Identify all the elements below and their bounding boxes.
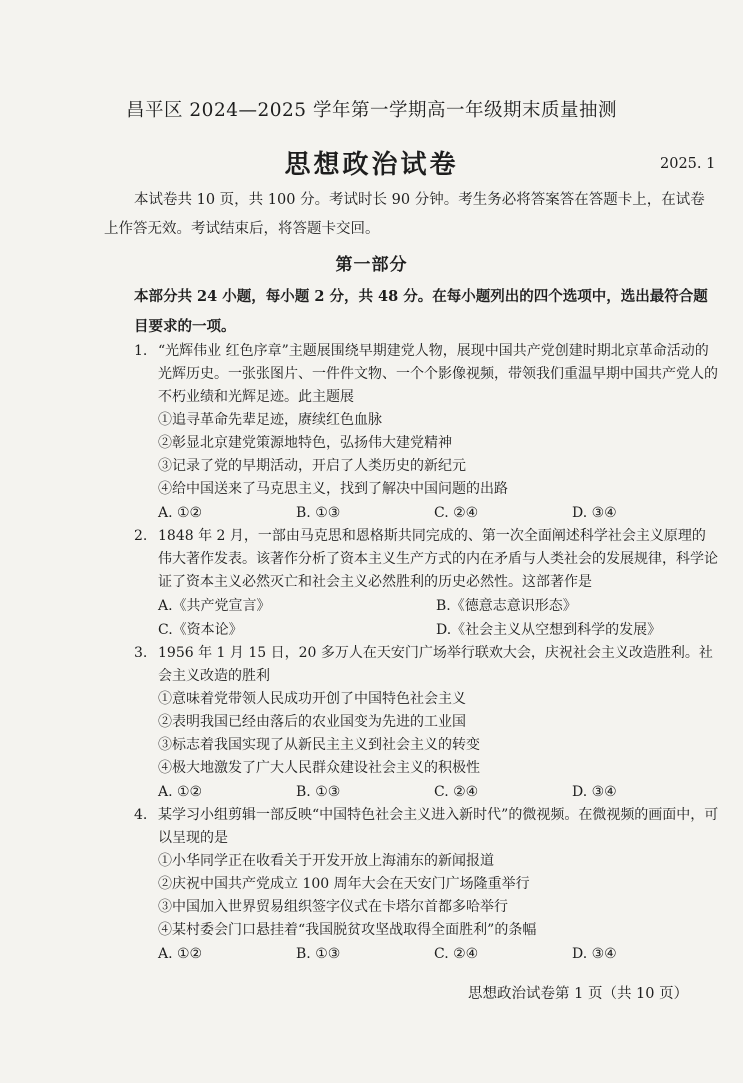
statement: ③记录了党的早期活动，开启了人类历史的新纪元 bbox=[158, 458, 466, 474]
question-text: 1956 年 1 月 15 日，20 多万人在天安门广场举行联欢大会，庆祝社会主义改造胜利。社会主义改造的胜利 bbox=[158, 645, 713, 684]
option-c: C.《资本论》 bbox=[158, 622, 243, 638]
option-c: C. ②④ bbox=[434, 946, 479, 962]
statement: ③中国加入世界贸易组织签字仪式在卡塔尔首都多哈举行 bbox=[158, 899, 508, 915]
question-3 bbox=[134, 642, 719, 804]
statement: ①小华同学正在收看关于开发开放上海浦东的新闻报道 bbox=[158, 853, 494, 869]
question-2 bbox=[134, 525, 719, 642]
question-text: 某学习小组剪辑一部反映“中国特色社会主义进入新时代”的微视频。在微视频的画面中，可以呈现的是 bbox=[158, 807, 719, 846]
question-1 bbox=[134, 340, 719, 525]
statement: ①意味着党带领人民成功开创了中国特色社会主义 bbox=[158, 691, 466, 707]
option-b: B. ①③ bbox=[296, 784, 341, 800]
option-b: B. ①③ bbox=[296, 505, 341, 521]
question-stem bbox=[134, 642, 719, 688]
statement: ③标志着我国实现了从新民主主义到社会主义的转变 bbox=[158, 737, 480, 753]
question-stem bbox=[134, 804, 719, 850]
statement: ②表明我国已经由落后的农业国变为先进的工业国 bbox=[158, 714, 466, 730]
exam-intro bbox=[104, 186, 716, 244]
option-d: D. ③④ bbox=[572, 784, 617, 800]
statement: ②彰显北京建党策源地特色，弘扬伟大建党精神 bbox=[158, 435, 452, 451]
question-number: 4. bbox=[134, 807, 148, 823]
statement: ④给中国送来了马克思主义，找到了解决中国问题的出路 bbox=[158, 481, 508, 497]
section-instructions bbox=[134, 282, 719, 342]
question-4 bbox=[134, 804, 719, 966]
section-title: 第一部分 bbox=[335, 255, 408, 275]
option-d: D. ③④ bbox=[572, 505, 617, 521]
options-row bbox=[134, 501, 719, 525]
question-list bbox=[134, 340, 719, 966]
question-number: 1. bbox=[134, 343, 148, 359]
question-stem bbox=[134, 340, 719, 409]
option-a: A. ①② bbox=[158, 784, 203, 800]
option-a: A. ①② bbox=[158, 946, 203, 962]
option-c: C. ②④ bbox=[434, 505, 479, 521]
page-footer: 思想政治试卷第 1 页（共 10 页） bbox=[468, 986, 689, 1002]
question-text: 1848 年 2 月，一部由马克思和恩格斯共同完成的、第一次全面阐述科学社会主义原理的伟大著作发表。该著作分析了资本主义生产方式的内在矛盾与人类社会的发展规律，科学论证了资本主义必然灭亡和社会主义必然胜利的历史必然性。这部著作是 bbox=[158, 528, 718, 590]
statement: ①追寻革命先辈足迹，赓续红色血脉 bbox=[158, 412, 382, 428]
option-d: D. ③④ bbox=[572, 946, 617, 962]
options-row bbox=[134, 594, 719, 618]
question-text: “光辉伟业 红色序章”主题展围绕早期建党人物，展现中国共产党创建时期北京革命活动的光辉历史。一张张图片、一件件文物、一个个影像视频，带领我们重温早期中国共产党人的不朽业绩和光辉足迹。此主题展 bbox=[158, 343, 718, 405]
options-row bbox=[134, 942, 719, 966]
question-number: 3. bbox=[134, 645, 148, 661]
statement: ②庆祝中国共产党成立 100 周年大会在天安门广场隆重举行 bbox=[158, 876, 530, 892]
statement: ④某村委会门口悬挂着“我国脱贫攻坚战取得全面胜利”的条幅 bbox=[158, 922, 537, 938]
intro-text: 本试卷共 10 页，共 100 分。考试时长 90 分钟。考生务必将答案答在答题卡上，在试卷上作答无效。考试结束后，将答题卡交回。 bbox=[104, 192, 705, 237]
statement: ④极大地激发了广大人民群众建设社会主义的积极性 bbox=[158, 760, 480, 776]
question-stem bbox=[134, 525, 719, 594]
option-b: B.《德意志意识形态》 bbox=[436, 598, 577, 614]
options-row bbox=[134, 618, 719, 642]
section-instructions-text: 本部分共 24 小题，每小题 2 分，共 48 分。在每小题列出的四个选项中，选出最符合题目要求的一项。 bbox=[134, 288, 708, 335]
option-b: B. ①③ bbox=[296, 946, 341, 962]
exam-title: 昌平区 2024—2025 学年第一学期高一年级期末质量抽测 bbox=[126, 100, 617, 121]
option-a: A.《共产党宣言》 bbox=[158, 598, 271, 614]
exam-date: 2025. 1 bbox=[660, 156, 716, 172]
option-c: C. ②④ bbox=[434, 784, 479, 800]
subject-title: 思想政治试卷 bbox=[284, 150, 459, 180]
option-a: A. ①② bbox=[158, 505, 203, 521]
question-number: 2. bbox=[134, 528, 148, 544]
option-d: D.《社会主义从空想到科学的发展》 bbox=[436, 622, 662, 638]
options-row bbox=[134, 780, 719, 804]
